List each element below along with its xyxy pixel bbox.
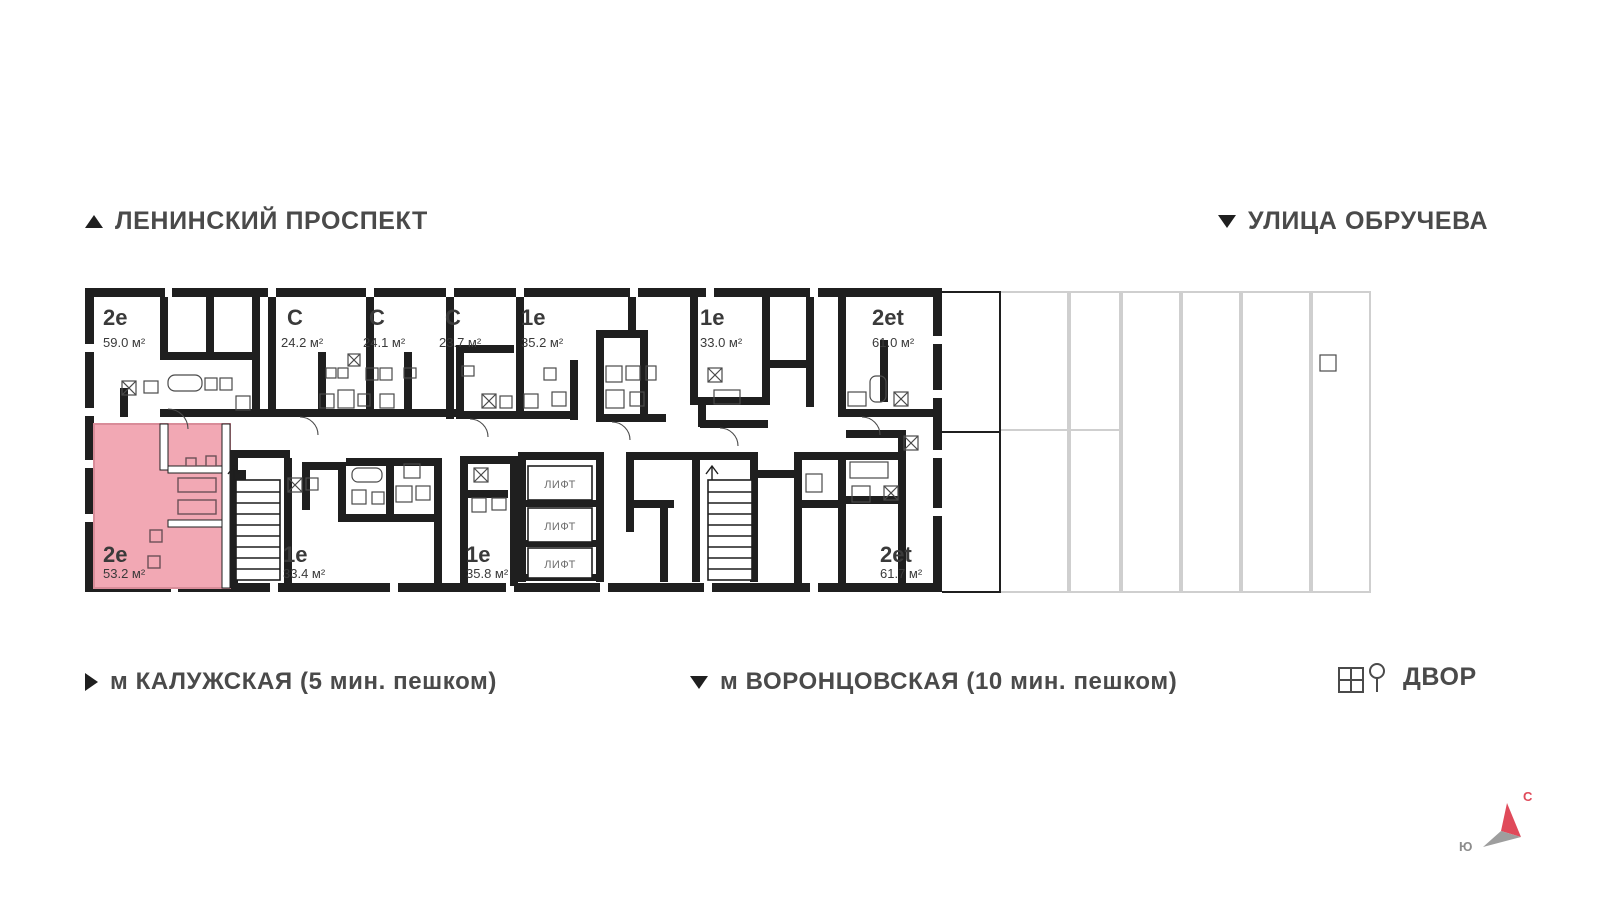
unit-label[interactable] (872, 305, 915, 350)
direction-label-vorontsovskaya (690, 668, 1177, 696)
direction-label-kaluzhskaya (85, 668, 497, 696)
unit-area: 23.7 м² (439, 335, 482, 350)
lift-label: ЛИФТ (544, 559, 576, 571)
unit-label[interactable] (363, 305, 406, 350)
direction-label-text: м КАЛУЖСКАЯ (5 мин. пешком) (110, 668, 497, 695)
stairs-left (228, 466, 280, 580)
unit-label[interactable] (521, 305, 564, 350)
unit-name: 2e (103, 305, 128, 330)
unit-name: 1e (283, 542, 308, 567)
unit-label[interactable] (281, 305, 324, 350)
stairs-right (706, 466, 752, 580)
unit-area: 24.2 м² (281, 335, 324, 350)
triangle-right-icon (85, 673, 98, 691)
direction-label-text: ЛЕНИНСКИЙ ПРОСПЕКТ (115, 207, 428, 235)
unit-name: 1e (700, 305, 725, 330)
unit-area: 61.0 м² (872, 335, 915, 350)
unit-area: 35.8 м² (466, 566, 509, 581)
lift-shaft (528, 508, 592, 542)
unit-name: 1e (521, 305, 546, 330)
unit-area: 33.0 м² (700, 335, 743, 350)
direction-label-text: УЛИЦА ОБРУЧЕВА (1248, 207, 1489, 235)
unit-name: 1e (466, 542, 491, 567)
unit-area: 33.4 м² (283, 566, 326, 581)
compass-north-label: С (1523, 789, 1533, 804)
yard-icon (1337, 660, 1389, 694)
lift-label: ЛИФТ (544, 479, 576, 491)
compass-south-label: Ю (1459, 839, 1473, 854)
unit-name: 2et (872, 305, 904, 330)
unit-label[interactable] (103, 305, 146, 350)
unit-area: 35.2 м² (521, 335, 564, 350)
unit-label[interactable] (880, 542, 923, 581)
unit-area: 59.0 м² (103, 335, 146, 350)
legend-yard-label: ДВОР (1403, 662, 1477, 691)
unit-label[interactable] (700, 305, 743, 350)
unit-name: C (445, 305, 461, 330)
unit-area: 61.7 м² (880, 566, 923, 581)
lift-shafts (528, 466, 592, 578)
unit-area: 24.1 м² (363, 335, 406, 350)
unit-name: C (287, 305, 303, 330)
direction-label-text: м ВОРОНЦОВСКАЯ (10 мин. пешком) (720, 668, 1178, 695)
unit-name: 2et (880, 542, 912, 567)
lift-label: ЛИФТ (544, 521, 576, 533)
unit-label[interactable] (466, 542, 509, 581)
lift-shaft (528, 466, 592, 500)
unit-area: 53.2 м² (103, 566, 146, 581)
unit-name: 2e (103, 542, 128, 567)
unit-name: C (369, 305, 385, 330)
triangle-down-icon (690, 676, 708, 689)
unit-label[interactable] (439, 305, 482, 350)
unit-label[interactable] (283, 542, 326, 581)
lift-shaft (528, 548, 592, 578)
building-right-extension (942, 292, 1000, 592)
compass (1435, 785, 1545, 875)
legend-yard (1337, 660, 1477, 694)
adjacent-section-outline (1000, 292, 1370, 592)
